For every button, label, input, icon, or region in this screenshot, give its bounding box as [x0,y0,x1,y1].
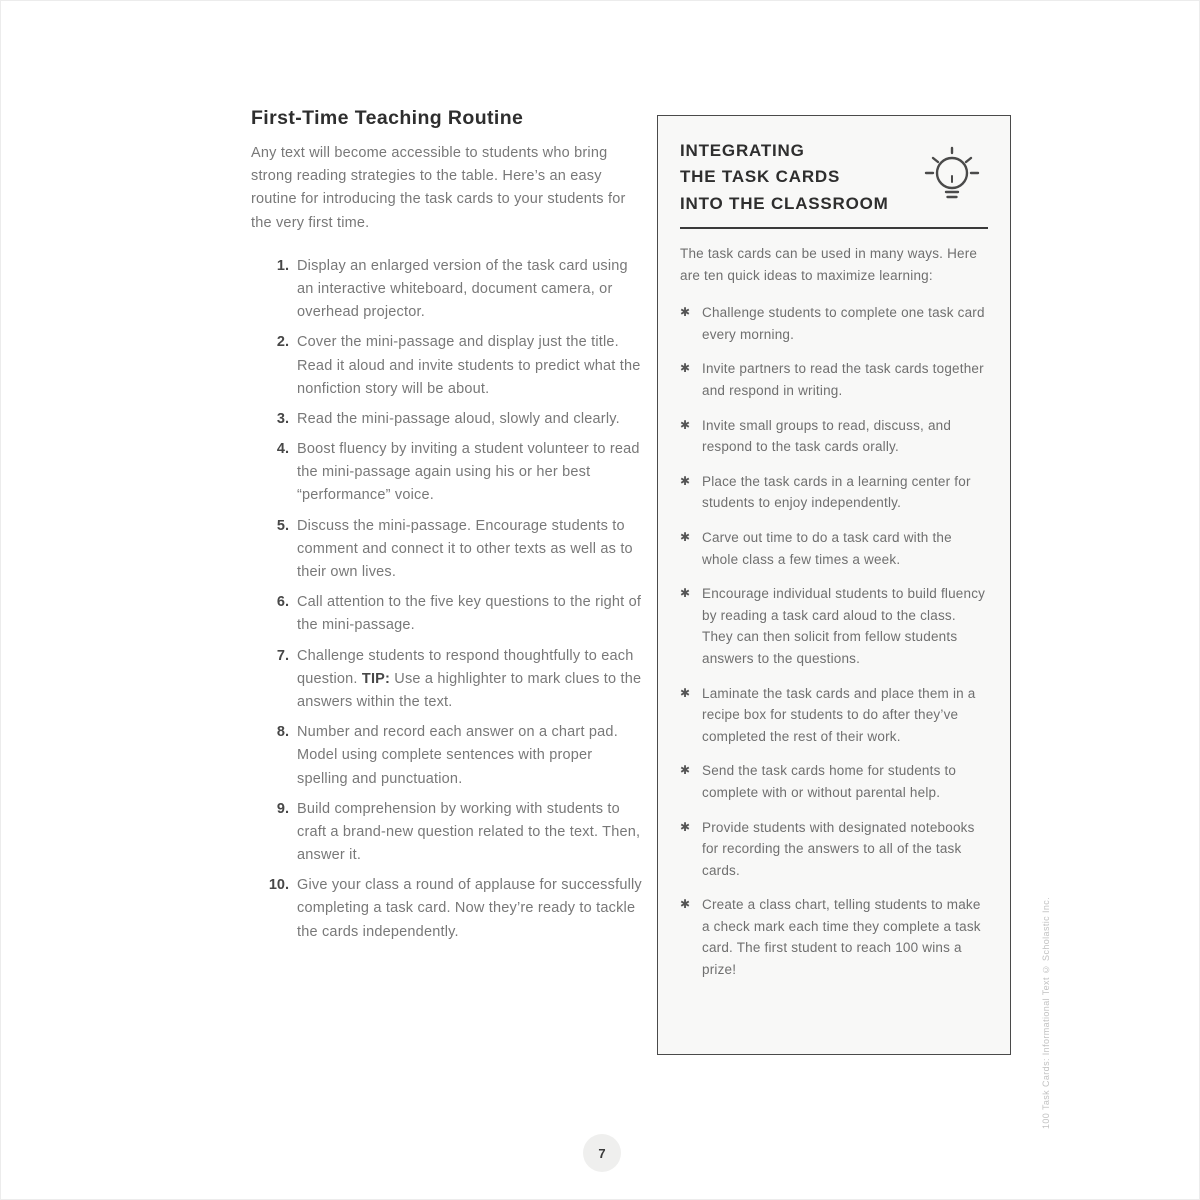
step-number: 1. [276,257,289,274]
asterisk-bullet-icon: ✱ [680,685,691,700]
step-item [251,874,643,944]
bullet-text: Create a class chart, telling students to make a check mark each time they complete a task card. The first student to reach 100 wins a prize! [702,897,981,978]
step-item [251,408,643,431]
step-text: Boost fluency by inviting a student volunteer to read the mini-passage again using his or her best “performance” voice. [297,441,640,504]
box-heading-row [680,138,988,229]
step-text: Discuss the mini-passage. Encourage students to comment and connect it to other texts as well as to their own lives. [297,517,633,580]
step-number: 9. [276,800,289,817]
step-number: 2. [276,334,289,351]
box-intro: The task cards can be used in many ways. Here are ten quick ideas to maximize learning: [680,246,978,283]
step-number: 3. [276,410,289,427]
bullet-text: Send the task cards home for students to complete with or without parental help. [702,763,957,800]
steps-list [251,255,643,944]
bullet-item [680,302,988,345]
bullet-text: Place the task cards in a learning center for students to enjoy independently. [702,473,971,511]
bullet-item [680,415,988,458]
bullet-text: Invite partners to read the task cards together and respond in writing. [702,361,984,398]
step-item [251,331,643,401]
step-item [251,438,643,508]
step-text: Give your class a round of applause for successfully completing a task card. Now they’re ready to tackle the cards independently. [297,877,642,940]
lightbulb-icon [916,140,988,217]
step-number: 5. [276,517,289,534]
bullet-text: Laminate the task cards and place them in a recipe box for students to do after they’ve completed the rest of their work. [702,685,976,744]
bullet-item [680,894,988,980]
step-item [251,591,643,637]
asterisk-bullet-icon: ✱ [680,586,691,601]
step-text: Number and record each answer on a chart pad. Model using complete sentences with proper spelling and punctuation. [297,724,618,787]
asterisk-bullet-icon: ✱ [680,361,691,376]
bullet-item [680,683,988,748]
step-item [251,645,643,715]
section-heading: First-Time Teaching Routine [251,107,524,129]
left-column [251,107,643,951]
asterisk-bullet-icon: ✱ [680,305,691,320]
step-number: 6. [276,594,289,611]
asterisk-bullet-icon: ✱ [680,763,691,778]
step-text: Cover the mini-passage and display just the title. Read it aloud and invite students to predict what the nonfiction story will be about. [297,334,641,397]
bullet-item [680,583,988,669]
asterisk-bullet-icon: ✱ [680,819,691,834]
bullet-text: Encourage individual students to build fluency by reading a task card aloud to the class. They can then solicit from fellow students answers to the questions. [702,586,986,666]
bullet-text: Carve out time to do a task card with the whole class a few times a week. [702,529,952,567]
step-text: Call attention to the five key questions to the right of the mini-passage. [297,594,642,634]
step-text: Build comprehension by working with students to craft a brand-new question related to the text. Then, answer it. [297,800,641,864]
bullet-text: Invite small groups to read, discuss, and respond to the task cards orally. [702,417,952,455]
box-heading-line-1: INTEGRATING [680,141,805,160]
step-item [251,798,643,868]
box-heading-line-2: THE TASK CARDS [680,167,841,187]
step-number: 8. [276,724,289,741]
asterisk-bullet-icon: ✱ [680,897,691,912]
step-text: Display an enlarged version of the task card using an interactive whiteboard, document camera, or overhead projector. [297,257,628,321]
tip-label: TIP: [357,670,391,687]
spine-copyright-text: 100 Task Cards: Informational Text © Scholastic Inc. [1041,896,1051,1129]
step-number: 4. [276,441,289,458]
step-number: 10. [268,877,289,894]
bullet-item [680,817,988,882]
asterisk-bullet-icon: ✱ [680,529,691,544]
bullet-item [680,471,988,514]
bullet-text: Provide students with designated notebooks for recording the answers to all of the task cards. [702,819,975,878]
bullet-item [680,358,988,401]
section-intro: Any text will become accessible to students who bring strong reading strategies to the table. Here’s an easy routine for introducing the task cards to your students for the very first time. [251,145,626,231]
asterisk-bullet-icon: ✱ [680,417,691,432]
asterisk-bullet-icon: ✱ [680,473,691,488]
step-text: Challenge students to respond thoughtfully to each question. TIP: Use a highlighter to mark clues to the answers within the text. [297,647,642,710]
step-item [251,255,643,325]
bullet-text: Challenge students to complete one task card every morning. [702,305,985,342]
integration-box [657,115,1011,1055]
page-number: 7 [598,1145,606,1161]
page-number-badge [583,1134,621,1172]
step-item [251,515,643,585]
bullet-item [680,527,988,570]
bullet-item [680,760,988,803]
step-text: Read the mini-passage aloud, slowly and clearly. [297,410,620,427]
step-number: 7. [276,647,289,664]
step-item [251,721,643,791]
box-heading [680,138,916,217]
box-bullets [680,302,988,980]
box-heading-line-3: INTO THE CLASSROOM [680,193,889,213]
